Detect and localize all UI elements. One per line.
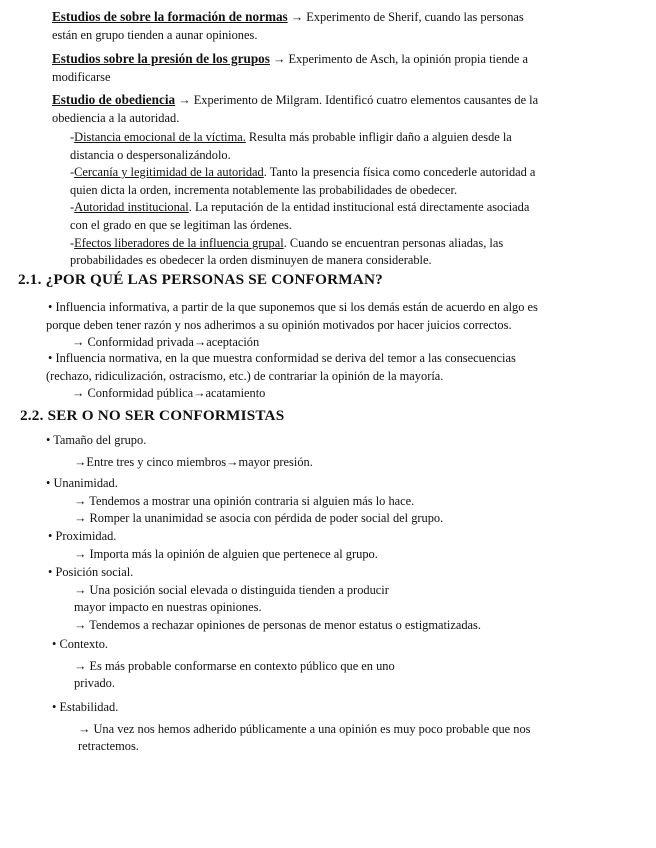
factor-note: →Entre tres y cinco miembros→mayor presión. (74, 454, 313, 469)
dash: - (70, 235, 75, 250)
element-term: Distancia emocional de la víctima. (74, 130, 246, 144)
factor-note: → Tendemos a mostrar una opinión contraria si alguien más lo hace. (74, 493, 415, 508)
study-text: Experimento de Milgram. Identificó cuatro elementos causantes de la (193, 93, 539, 107)
dash: - (70, 200, 75, 215)
element-term: Efectos liberadores de la influencia grupal (74, 235, 284, 250)
factor-social-position (48, 564, 648, 634)
arrow: → (287, 10, 307, 24)
bullet: • (46, 476, 51, 490)
influence-text: (rechazo, ridiculización, ostracismo, etc.) de contrariar la opinión de la mayoría. (46, 368, 444, 383)
study-text: Experimento de Sherif, cuando las personas (306, 10, 524, 24)
study-text: obediencia a la autoridad. (52, 110, 180, 125)
study-title: Estudios de sobre la formación de normas (52, 9, 288, 24)
factor-label: Estabilidad. (59, 700, 119, 714)
element-text: quien dicta la orden, incrementa notablemente las probabilidades de obedecer. (70, 182, 458, 197)
study-asch (52, 50, 642, 86)
factor-note: → Importa más la opinión de alguien que pertenece al grupo. (74, 546, 378, 561)
bullet: • (48, 565, 53, 579)
factor-label: Posición social. (55, 565, 134, 579)
factor-note: → Romper la unanimidad se asocia con pérdida de poder social del grupo. (74, 511, 444, 526)
study-text: Experimento de Asch, la opinión propia tiende a (288, 52, 528, 66)
element-text: . Cuando se encuentran personas aliadas, las (283, 235, 504, 250)
influence-result: → Conformidad privada→aceptación (72, 335, 260, 350)
study-text: están en grupo tienden a aunar opiniones. (52, 27, 258, 42)
bullet: • (48, 529, 53, 543)
bullet: • (48, 300, 53, 314)
factor-context (52, 636, 652, 693)
element-text: . La reputación de la entidad institucional está directamente asociada (188, 200, 530, 215)
factor-note: → Una vez nos hemos adherido públicamente a una opinión es muy poco probable que nos (78, 721, 531, 736)
influence-text: porque deben tener razón y nos adherimos a su opinión motivados por hacer juicios correctos. (46, 317, 512, 332)
obedience-element (70, 129, 650, 164)
factor-note: privado. (74, 676, 115, 691)
bullet: • (48, 351, 53, 365)
influence-item (48, 350, 648, 403)
study-sherif (52, 8, 642, 44)
dash: - (70, 165, 75, 180)
factor-label: Tamaño del grupo. (53, 433, 147, 447)
element-term: Cercanía y legitimidad de la autoridad (74, 165, 264, 180)
factor-note: → Es más probable conformarse en contexto público que en uno (74, 658, 395, 673)
obedience-elements-list (70, 129, 650, 270)
element-text: con el grado en que se legitiman las órdenes. (70, 217, 292, 232)
study-milgram (52, 91, 652, 127)
factor-proximity (48, 528, 648, 563)
factor-unanimity (46, 475, 646, 528)
bullet: • (52, 700, 57, 714)
influence-item (48, 299, 648, 352)
element-text: Resulta más probable infligir daño a alguien desde la (245, 130, 512, 144)
factor-label: Unanimidad. (53, 476, 118, 490)
study-title: Estudio de obediencia (52, 92, 176, 107)
dash: - (70, 130, 75, 144)
obedience-element (70, 199, 650, 234)
bullet: • (46, 433, 51, 447)
factor-note: → Tendemos a rechazar opiniones de personas de menor estatus o estigmatizadas. (74, 617, 481, 632)
bullet: • (52, 637, 57, 651)
arrow: → (175, 93, 194, 107)
factor-label: Proximidad. (55, 529, 117, 543)
obedience-element (70, 235, 650, 270)
influence-text: Influencia informativa, a partir de la que suponemos que si los demás están de acuerdo en algo es (55, 300, 538, 314)
factor-note: mayor impacto en nuestras opiniones. (74, 600, 262, 615)
element-text: distancia o despersonalizándolo. (70, 147, 231, 162)
element-text: . Tanto la presencia física como concederle autoridad a (263, 165, 536, 180)
influence-result: → Conformidad pública→acatamiento (72, 386, 266, 401)
element-text: probabilidades es obedecer la orden disminuyen de manera considerable. (70, 253, 432, 268)
factor-note: retractemos. (78, 739, 139, 754)
factor-note: → Una posición social elevada o distinguida tienden a producir (74, 582, 389, 597)
element-term: Autoridad institucional (74, 200, 189, 215)
section-heading-2-2: 2.2. SER O NO SER CONFORMISTAS (20, 407, 285, 424)
factor-stability (52, 699, 652, 756)
influence-text: Influencia normativa, en la que muestra conformidad se deriva del temor a las consecuencias (55, 351, 516, 365)
study-text: modificarse (52, 69, 111, 84)
study-title: Estudios sobre la presión de los grupos (52, 51, 270, 66)
obedience-element (70, 164, 650, 199)
arrow: → (269, 52, 289, 66)
factor-group-size (46, 432, 646, 471)
section-heading-2-1: 2.1. ¿POR QUÉ LAS PERSONAS SE CONFORMAN? (18, 271, 383, 288)
factor-label: Contexto. (59, 637, 108, 651)
